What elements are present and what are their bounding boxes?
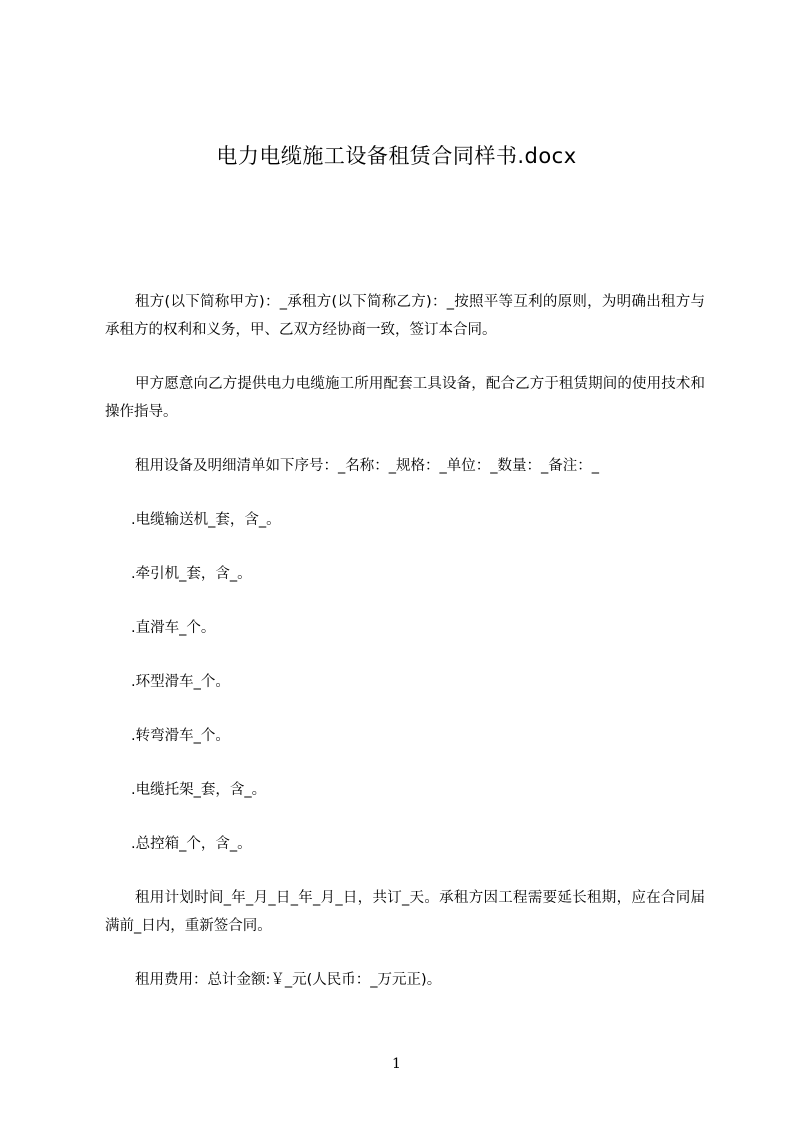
list-item: .环型滑车_个。 xyxy=(131,674,230,690)
list-item: .电缆托架_套，含_。 xyxy=(131,782,267,798)
document-title: 电力电缆施工设备租赁合同样书.docx xyxy=(216,144,577,168)
list-item: .总控箱_个，含_。 xyxy=(131,836,252,852)
paragraph-provision: 甲方愿意向乙方提供电力电缆施工所用配套工具设备，配合乙方于租赁期间的使用技术和操作指导。 xyxy=(105,376,705,420)
list-item: .牵引机_套，含_。 xyxy=(131,566,252,582)
document-body xyxy=(105,288,705,994)
list-item: .直滑车_个。 xyxy=(131,620,216,636)
page-number: 1 xyxy=(392,1056,401,1072)
paragraph-rental-fee: 租用费用：总计金额:￥_元(人民币：_万元正)。 xyxy=(135,972,442,988)
list-item: .转弯滑车_个。 xyxy=(131,728,230,744)
paragraph-parties: 租方(以下简称甲方)：_承租方(以下简称乙方)：_按照平等互利的原则，为明确出租方与承租方的权利和义务，甲、乙双方经协商一致，签订本合同。 xyxy=(105,294,705,338)
paragraph-equipment-list-header: 租用设备及明细清单如下序号：_名称：_规格：_单位：_数量：_备注：_ xyxy=(135,458,599,474)
list-item: .电缆输送机_套，含_。 xyxy=(131,512,281,528)
paragraph-rental-period: 租用计划时间_年_月_日_年_月_日，共订_天。承租方因工程需要延长租期，应在合同届满前_日内，重新签合同。 xyxy=(105,890,705,934)
